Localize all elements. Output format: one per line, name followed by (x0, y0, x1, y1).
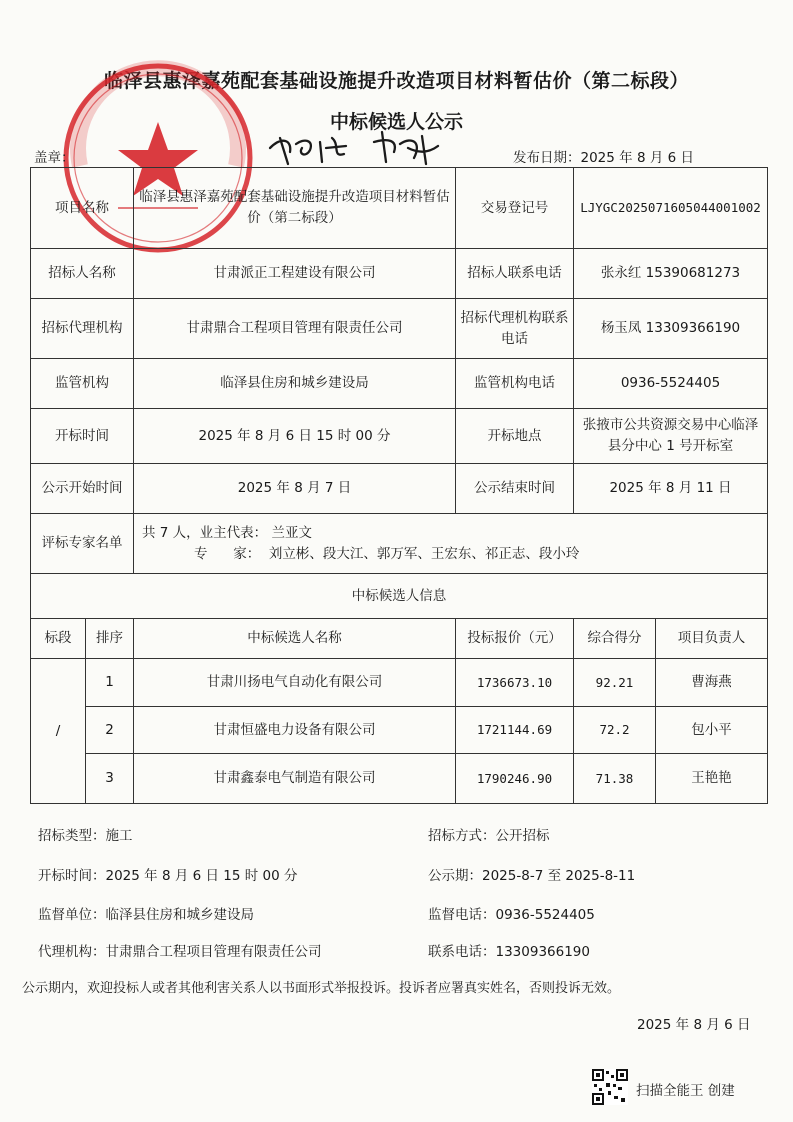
open-time-label: 开标时间 (31, 409, 134, 464)
header-rank: 排序 (86, 619, 134, 659)
footer-agency-phone: 联系电话：13309366190 (428, 944, 590, 960)
header-price: 投标报价（元） (456, 619, 574, 659)
notice-title: 临泽县惠泽嘉苑配套基础设施提升改造项目材料暂估价（第二标段） (103, 70, 689, 92)
row-notice-period (31, 464, 768, 514)
row-supervisor (31, 359, 768, 409)
bid-price: 1736673.10 (456, 659, 574, 707)
footer-notice-period: 公示期：2025-8-7 至 2025-8-11 (428, 868, 636, 884)
row-experts (31, 514, 768, 574)
qr-code-icon (592, 1069, 628, 1105)
table-row (31, 707, 768, 754)
experts-line-1: 共 7 人，业主代表： 兰亚文 (142, 524, 312, 541)
score: 72.2 (574, 707, 656, 754)
footer-date: 2025 年 8 月 6 日 (637, 1017, 751, 1033)
stamp-label: 盖章： (34, 150, 75, 166)
rank: 1 (86, 659, 134, 707)
supervisor-phone-label: 监管机构电话 (456, 359, 574, 409)
tenderer-contact-label: 招标人联系电话 (456, 249, 574, 299)
score: 92.21 (574, 659, 656, 707)
open-place-label: 开标地点 (456, 409, 574, 464)
notice-subtitle: 中标候选人公示 (329, 111, 463, 133)
candidates-section-title: 中标候选人信息 (31, 574, 768, 619)
agency-contact: 杨玉凤 13309366190 (574, 299, 768, 359)
supervisor-label: 监管机构 (31, 359, 134, 409)
rank: 3 (86, 754, 134, 804)
agency-contact-label: 招标代理机构联系电话 (456, 299, 574, 359)
project-name: 临泽县惠泽嘉苑配套基础设施提升改造项目材料暂估价（第二标段） (134, 168, 456, 249)
row-tenderer (31, 249, 768, 299)
row-agency (31, 299, 768, 359)
supervisor: 临泽县住房和城乡建设局 (134, 359, 456, 409)
experts-label: 评标专家名单 (31, 514, 134, 574)
notice-table (30, 167, 768, 804)
row-section-title (31, 574, 768, 619)
notice-start-label: 公示开始时间 (31, 464, 134, 514)
table-row (31, 659, 768, 707)
header-section: 标段 (31, 619, 86, 659)
score: 71.38 (574, 754, 656, 804)
project-manager: 曹海燕 (656, 659, 768, 707)
footer-bid-type: 招标类型：施工 (38, 828, 133, 844)
trade-no: LJYGC2025071605044001002 (574, 168, 768, 249)
publish-date: 发布日期：2025 年 8 月 6 日 (513, 150, 694, 166)
bid-price: 1790246.90 (456, 754, 574, 804)
notice-end: 2025 年 8 月 11 日 (574, 464, 768, 514)
tenderer-contact: 张永红 15390681273 (574, 249, 768, 299)
footer-open-time: 开标时间：2025 年 8 月 6 日 15 时 00 分 (38, 868, 298, 884)
trade-no-label: 交易登记号 (456, 168, 574, 249)
notice-end-label: 公示结束时间 (456, 464, 574, 514)
supervisor-phone: 0936-5524405 (574, 359, 768, 409)
tenderer: 甘肃派正工程建设有限公司 (134, 249, 456, 299)
header-score: 综合得分 (574, 619, 656, 659)
header-name: 中标候选人名称 (134, 619, 456, 659)
table-row (31, 754, 768, 804)
project-manager: 包小平 (656, 707, 768, 754)
agency-label: 招标代理机构 (31, 299, 134, 359)
rank: 2 (86, 707, 134, 754)
open-time: 2025 年 8 月 6 日 15 时 00 分 (134, 409, 456, 464)
candidate-name: 甘肃川扬电气自动化有限公司 (134, 659, 456, 707)
footer-supervisor: 监督单位：临泽县住房和城乡建设局 (38, 907, 254, 923)
complaint-note: 公示期内，欢迎投标人或者其他利害关系人以书面形式举报投诉。投诉者应署真实姓名，否则投诉无效。 (22, 981, 621, 996)
project-name-label: 项目名称 (31, 168, 134, 249)
open-place: 张掖市公共资源交易中心临泽县分中心 1 号开标室 (574, 409, 768, 464)
footer-agency: 代理机构：甘肃鼎合工程项目管理有限责任公司 (38, 944, 322, 960)
footer-bid-method: 招标方式：公开招标 (428, 828, 550, 844)
footer-supervisor-phone: 监督电话：0936-5524405 (428, 907, 595, 923)
scanner-watermark: 扫描全能王 创建 (636, 1083, 735, 1099)
tenderer-label: 招标人名称 (31, 249, 134, 299)
candidate-name: 甘肃鑫泰电气制造有限公司 (134, 754, 456, 804)
agency: 甘肃鼎合工程项目管理有限责任公司 (134, 299, 456, 359)
experts-line-2: 专 家： 刘立彬、段大江、郭万军、王宏东、祁正志、段小玲 (194, 545, 580, 562)
row-opening (31, 409, 768, 464)
section-value: / (31, 659, 86, 804)
project-manager: 王艳艳 (656, 754, 768, 804)
notice-start: 2025 年 8 月 7 日 (134, 464, 456, 514)
experts-list (134, 514, 768, 574)
candidates-header-row (31, 619, 768, 659)
candidate-name: 甘肃恒盛电力设备有限公司 (134, 707, 456, 754)
bid-price: 1721144.69 (456, 707, 574, 754)
row-project (31, 168, 768, 249)
header-manager: 项目负责人 (656, 619, 768, 659)
